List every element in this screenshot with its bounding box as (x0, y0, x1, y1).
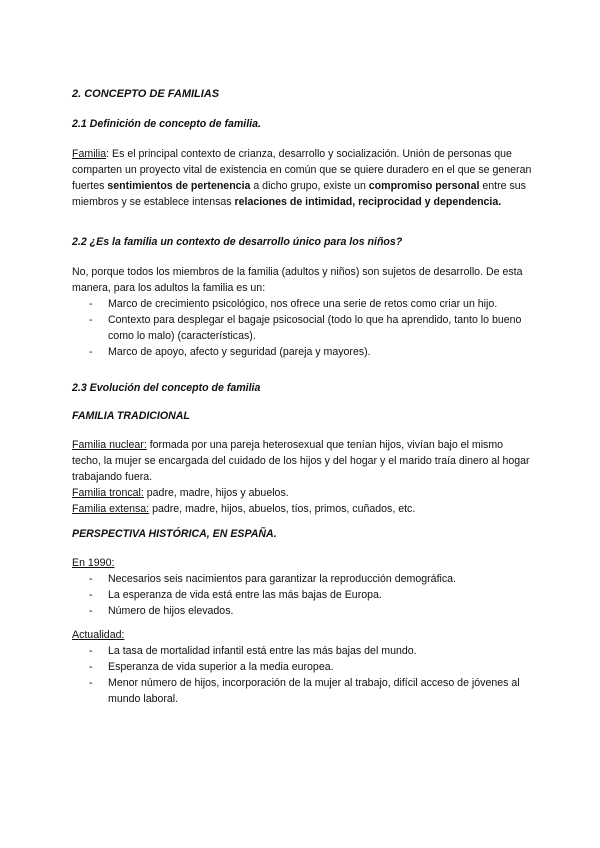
definition-text-2: a dicho grupo, existe un (250, 180, 369, 192)
family-definition-paragraph (72, 146, 532, 210)
definition-text-3: entre sus miembros y se establece intensas (72, 180, 526, 208)
year-1990-block (72, 555, 532, 619)
traditional-family-title: FAMILIA TRADICIONAL (72, 410, 190, 422)
year-1990-list (72, 571, 532, 619)
list-item: - La tasa de mortalidad infantil está entre las más bajas del mundo. (72, 643, 532, 659)
list-item: - Esperanza de vida superior a la media europea. (72, 659, 532, 675)
troncal-family-paragraph (72, 485, 532, 501)
term-nuclear: Familia nuclear: (72, 439, 147, 451)
term-troncal: Familia troncal: (72, 487, 144, 499)
extensa-text: padre, madre, hijos, abuelos, tíos, primos, cuñados, etc. (149, 503, 416, 515)
list-item: - Marco de apoyo, afecto y seguridad (pareja y mayores). (72, 344, 532, 360)
term-extensa: Familia extensa: (72, 503, 150, 515)
current-block (72, 627, 532, 707)
list-item: - Contexto para desplegar el bagaje psicosocial (todo lo que ha aprendido, tanto lo bueno como lo malo) (características). (72, 312, 532, 344)
list-item: - Marco de crecimiento psicológico, nos ofrece una serie de retos como criar un hijo. (72, 296, 532, 312)
list-item: - Número de hijos elevados. (72, 603, 532, 619)
nuclear-text: formada por una pareja heterosexual que tenían hijos, vivían bajo el mismo techo, la mujer se encargada del cuidado de los hijos y del hogar y el marido traía dinero al hogar trabajando fuera. (72, 439, 530, 483)
question-answer-block (72, 264, 532, 360)
bold-compromiso: compromiso personal (368, 180, 480, 192)
extensa-family-paragraph (72, 501, 532, 517)
historical-perspective-title: PERSPECTIVA HISTÓRICA, EN ESPAÑA. (72, 528, 277, 540)
adult-roles-list (72, 296, 532, 360)
term-familia: Familia (72, 148, 107, 160)
family-types-block (72, 437, 532, 517)
list-item: - Necesarios seis nacimientos para garantizar la reproducción demográfica. (72, 571, 532, 587)
section-title: 2. CONCEPTO DE FAMILIAS (72, 88, 220, 100)
question-answer-intro: No, porque todos los miembros de la familia (adultos y niños) son sujetos de desarrollo. De esta manera, para los adultos la familia es un: (72, 266, 523, 294)
subsection-title-evolution: 2.3 Evolución del concepto de familia (72, 382, 261, 394)
current-label: Actualidad: (72, 629, 125, 641)
list-item: - Menor número de hijos, incorporación de la mujer al trabajo, difícil acceso de jóvenes al mundo laboral. (72, 675, 532, 707)
subsection-title-question: 2.2 ¿Es la familia un contexto de desarrollo único para los niños? (72, 236, 403, 248)
nuclear-family-paragraph (72, 437, 532, 485)
definition-text-1: : Es el principal contexto de crianza, desarrollo y socialización. Unión de personas que comparten un proyecto vital de existencia en común que se quiere duradero en el que se generan fuertes (72, 148, 532, 192)
bold-sentimientos: sentimientos de pertenencia (107, 180, 251, 192)
list-item: - La esperanza de vida está entre las más bajas de Europa. (72, 587, 532, 603)
year-1990-label: En 1990: (72, 557, 115, 569)
troncal-text: padre, madre, hijos y abuelos. (143, 487, 289, 499)
current-list (72, 643, 532, 707)
subsection-title-definition: 2.1 Definición de concepto de familia. (72, 118, 261, 130)
bold-relaciones: relaciones de intimidad, reciprocidad y dependencia. (234, 196, 502, 208)
